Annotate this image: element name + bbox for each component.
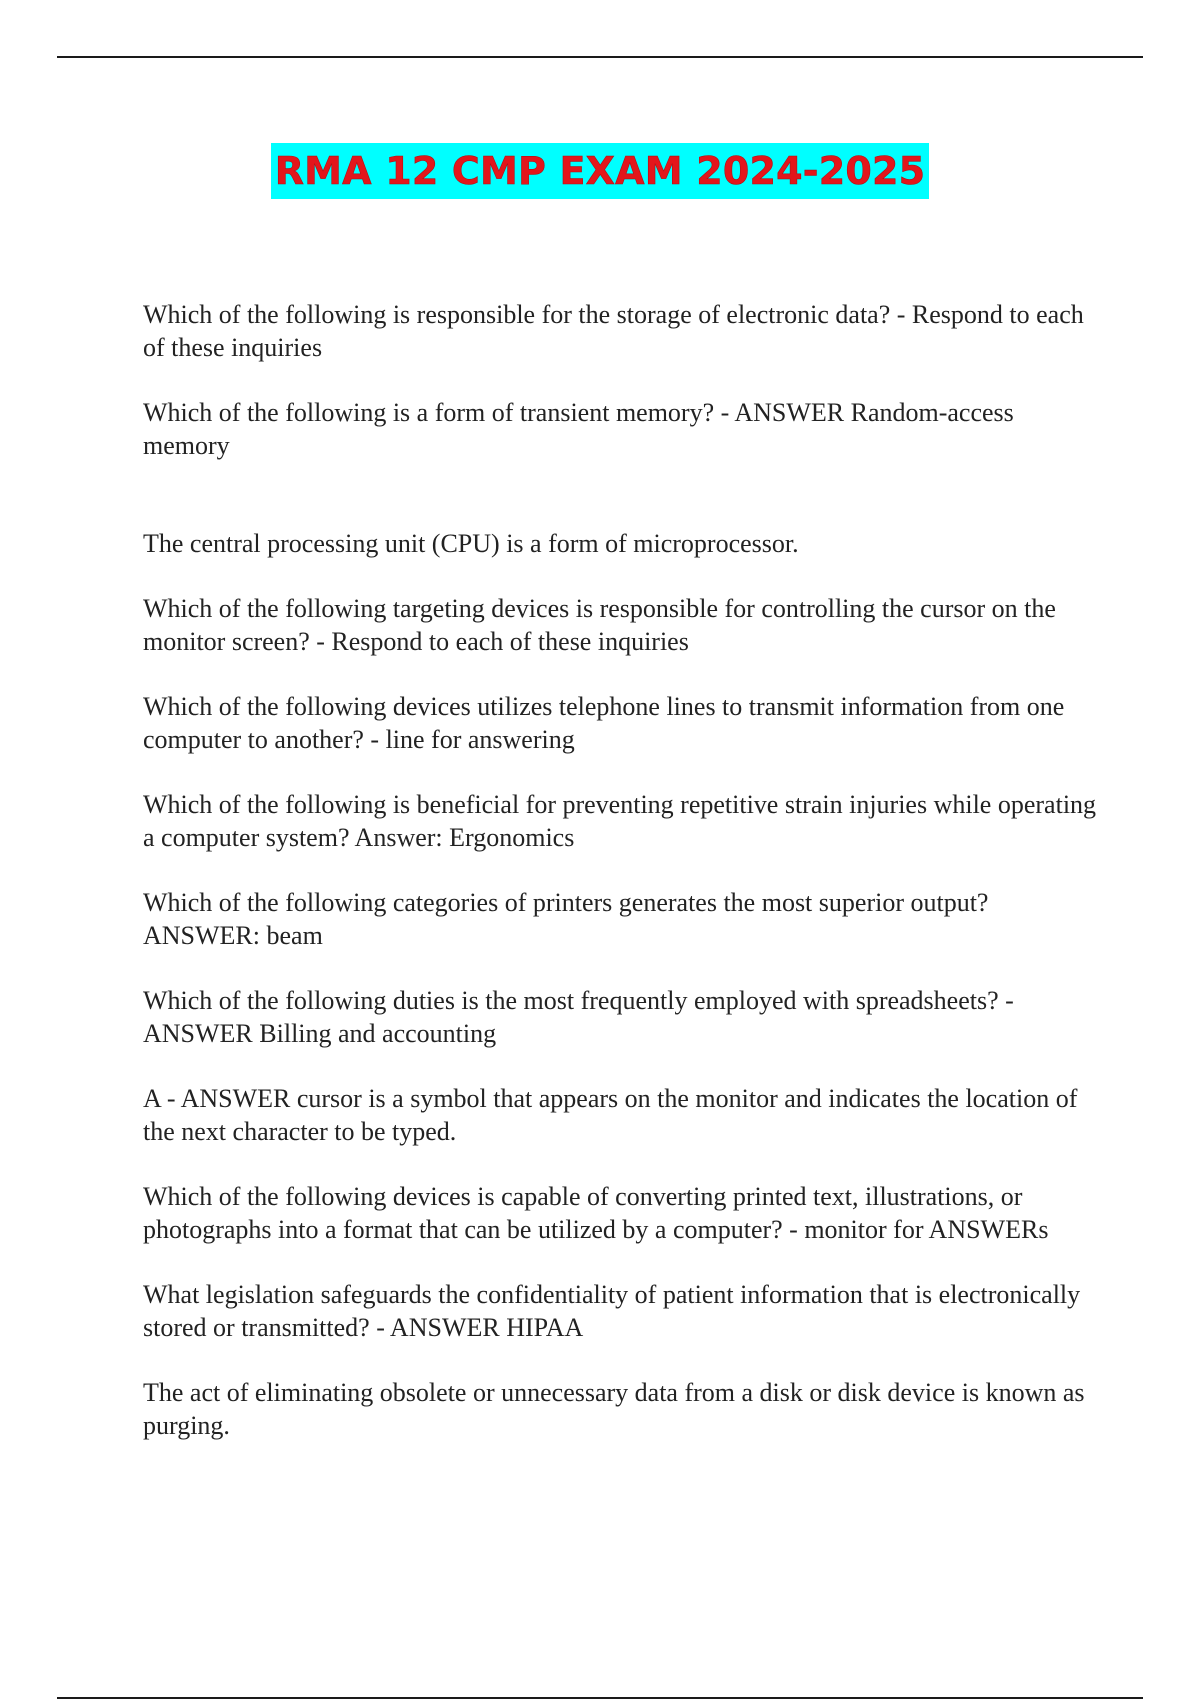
qa-item: The central processing unit (CPU) is a form of microprocessor. <box>143 529 799 558</box>
qa-list <box>143 298 1103 1442</box>
qa-item: What legislation safeguards the confidentiality of patient information that is electronically stored or transmitted? - ANSWER HIPAA <box>143 1280 1081 1342</box>
title-block <box>0 143 1200 199</box>
document-title: RMA 12 CMP EXAM 2024-2025 <box>271 143 930 199</box>
qa-item: Which of the following targeting devices is responsible for controlling the cursor on the monitor screen? - Respond to each of these inquiries <box>143 594 1056 656</box>
qa-item: Which of the following duties is the most frequently employed with spreadsheets? - ANSWER Billing and accounting <box>143 986 1014 1048</box>
header-rule <box>57 56 1143 58</box>
qa-item: Which of the following is responsible for the storage of electronic data? - Respond to each of these inquiries <box>143 300 1084 362</box>
qa-item: Which of the following is a form of transient memory? - ANSWER Random-access memory <box>143 398 1014 460</box>
qa-item: A - ANSWER cursor is a symbol that appears on the monitor and indicates the location of the next character to be typed. <box>143 1084 1078 1146</box>
footer-rule <box>57 1697 1143 1699</box>
qa-item: Which of the following is beneficial for preventing repetitive strain injuries while operating a computer system? Answer: Ergonomics <box>143 790 1097 852</box>
qa-item: The act of eliminating obsolete or unnecessary data from a disk or disk device is known as purging. <box>143 1378 1085 1440</box>
qa-item: Which of the following devices is capable of converting printed text, illustrations, or photographs into a format that can be utilized by a computer? - monitor for ANSWERs <box>143 1182 1049 1244</box>
qa-item: Which of the following categories of printers generates the most superior output? ANSWER: beam <box>143 888 989 950</box>
qa-item: Which of the following devices utilizes telephone lines to transmit information from one computer to another? - line for answering <box>143 692 1065 754</box>
